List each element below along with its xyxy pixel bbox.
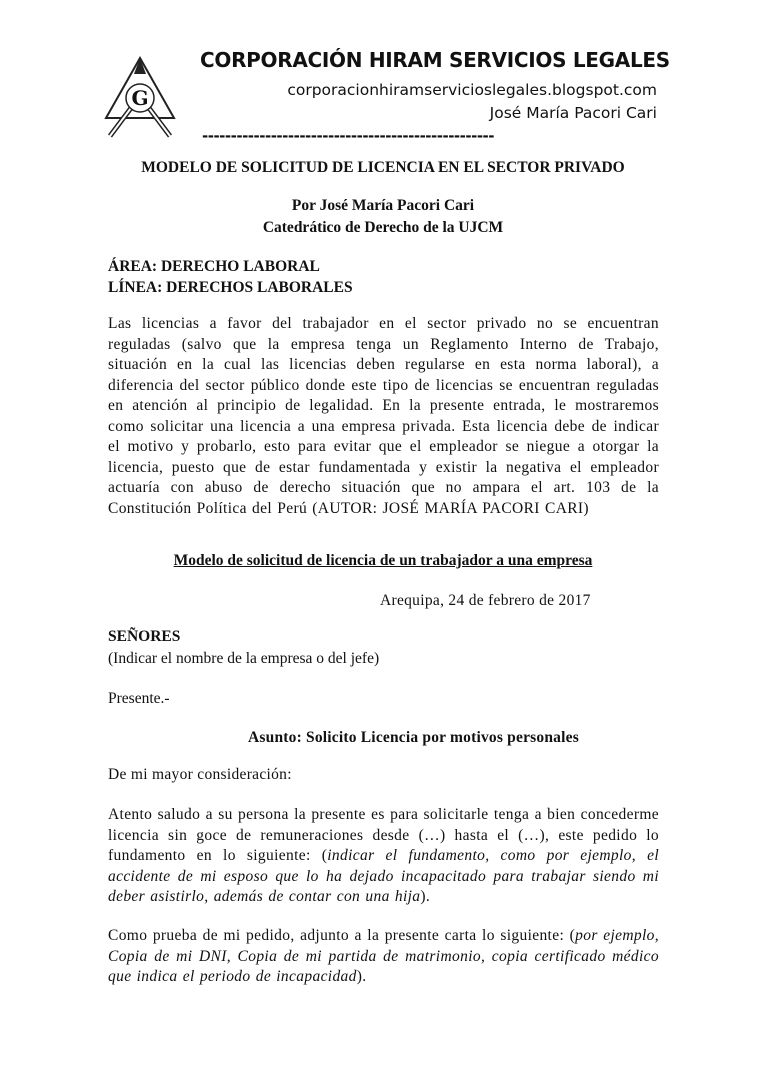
p2-text: Como prueba de mi pedido, adjunto a la presente carta lo siguiente: ( xyxy=(108,927,576,944)
square-and-compass-icon xyxy=(104,56,176,138)
body-paragraph-1 xyxy=(108,805,659,908)
intro-paragraph: Las licencias a favor del trabajador en el sector privado no se encuentran reguladas (salvo que la empresa tenga un Reglamento Interno de Trabajo, situación en la cual las licencias deben regularse en esta norma laboral), a diferencia del sector público donde este tipo de licencias se encuentran reguladas en atención al principio de legalidad. En la presente entrada, le mostraremos como solicitar una licencia a una empresa privada. Esta licencia debe de indicar el motivo y probarlo, esto para evitar que el empleador se niegue a otorgar la licencia, puesto que de estar fundamentada y existir la negativa el empleador actuaría con abuso de derecho situación que no ampara el art. 103 de la Constitución Política del Perú (AUTOR: JOSÉ MARÍA PACORI CARI) xyxy=(108,315,659,517)
header-divider: --------------------------------------------------- xyxy=(202,127,495,145)
p2-italic-text: por ejemplo, Copia de mi DNI, Copia de mi partida de matrimonio, copia certificado médico que indica el periodo de incapacidad xyxy=(108,927,659,985)
document-title: MODELO DE SOLICITUD DE LICENCIA EN EL SECTOR PRIVADO xyxy=(141,159,625,176)
body-paragraph-2 xyxy=(108,926,659,988)
date-line: Arequipa, 24 de febrero de 2017 xyxy=(380,592,591,609)
addressee-heading: SEÑORES xyxy=(108,628,181,645)
header-title: CORPORACIÓN HIRAM SERVICIOS LEGALES xyxy=(200,48,670,72)
author-line: Por José María Pacori Cari xyxy=(291,197,475,214)
header-blog-url: corporacionhiramservicioslegales.blogspot.com xyxy=(287,81,657,99)
line-label: LÍNEA: DERECHOS LABORALES xyxy=(108,279,353,296)
presente-line: Presente.- xyxy=(108,690,170,707)
company-placeholder: (Indicar el nombre de la empresa o del jefe) xyxy=(108,650,380,667)
p1-text: Atento saludo a su persona la presente es para solicitarle tenga a bien concederme licencia sin goce de remuneraciones desde (…) hasta el (…), este pedido lo fundamento en lo siguiente: ( xyxy=(108,806,659,864)
header-author: José María Pacori Cari xyxy=(489,104,657,122)
logo-letter: G xyxy=(131,86,149,110)
p1-end: ). xyxy=(420,888,431,905)
author-position: Catedrático de Derecho de la UJCM xyxy=(262,219,504,236)
p2-end: ). xyxy=(356,968,367,985)
model-title: Modelo de solicitud de licencia de un trabajador a una empresa xyxy=(173,552,593,569)
subject-line: Asunto: Solicito Licencia por motivos personales xyxy=(248,729,579,746)
greeting-line: De mi mayor consideración: xyxy=(108,766,292,783)
p1-italic-text: indicar el fundamento, como por ejemplo, el accidente de mi esposo que lo ha dejado incapacitado para trabajar siendo mi deber asistirlo, además de contar con una hija xyxy=(108,847,659,905)
area-label: ÁREA: DERECHO LABORAL xyxy=(108,258,320,275)
area-block xyxy=(108,256,660,298)
